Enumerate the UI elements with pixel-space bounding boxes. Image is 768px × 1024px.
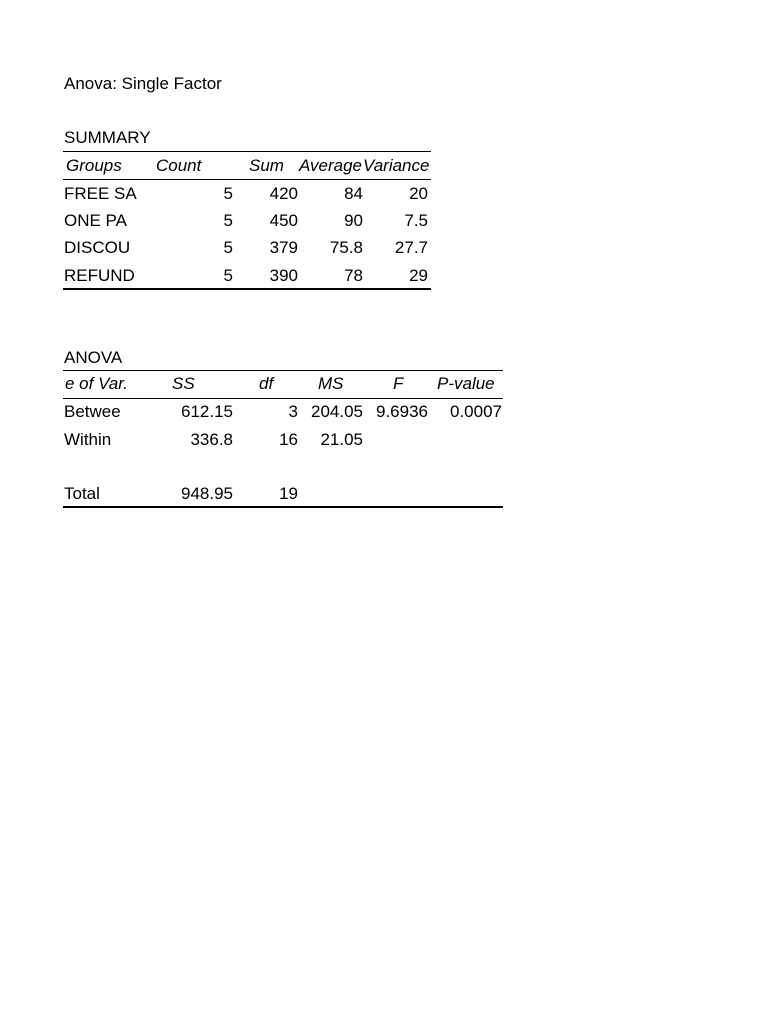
summary-header-average: Average <box>299 156 363 175</box>
summary-variance: 27.7 <box>394 238 428 257</box>
anova-p-value <box>432 430 502 452</box>
summary-top-rule <box>63 151 431 152</box>
anova-source: Betwee <box>64 402 121 421</box>
anova-source: Total <box>64 484 100 503</box>
summary-sum: 420 <box>269 184 298 203</box>
anova-top-rule <box>63 370 503 371</box>
anova-f: 9.6936 <box>376 402 428 421</box>
anova-df: 3 <box>288 402 298 421</box>
summary-header-variance: Variance <box>363 156 430 175</box>
anova-ms: 21.05 <box>320 430 363 449</box>
anova-ss: 336.8 <box>190 430 233 449</box>
anova-source: Within <box>64 430 112 449</box>
anova-label: ANOVA <box>64 348 123 367</box>
summary-group-name: FREE SA <box>64 184 137 203</box>
anova-ss: 948.95 <box>181 484 233 503</box>
anova-bottom-rule <box>63 506 503 508</box>
summary-sum: 379 <box>269 238 298 257</box>
summary-average: 90 <box>344 211 363 230</box>
summary-variance: 7.5 <box>404 211 428 230</box>
summary-sum: 450 <box>269 211 298 230</box>
summary-label: SUMMARY <box>64 128 151 147</box>
summary-group-name: DISCOU <box>64 238 131 257</box>
anova-header-p-value: P-value <box>437 374 495 393</box>
anova-f <box>365 430 428 452</box>
sheet-title: Anova: Single Factor <box>64 74 222 93</box>
summary-variance: 20 <box>409 184 428 203</box>
summary-group-name: ONE PA <box>64 211 127 230</box>
summary-count: 5 <box>223 211 233 230</box>
anova-header-rule <box>63 398 503 399</box>
anova-header-df: df <box>259 374 274 393</box>
summary-group-name: REFUND <box>64 266 135 285</box>
summary-count: 5 <box>223 266 233 285</box>
anova-ss: 612.15 <box>181 402 233 421</box>
anova-header-ss: SS <box>172 374 195 393</box>
summary-header-sum: Sum <box>249 156 284 175</box>
summary-variance: 29 <box>409 266 428 285</box>
anova-ms: 204.05 <box>311 402 363 421</box>
summary-average: 84 <box>344 184 363 203</box>
anova-df: 16 <box>279 430 298 449</box>
anova-p-value: 0.0007 <box>450 402 502 421</box>
summary-count: 5 <box>223 184 233 203</box>
summary-count: 5 <box>223 238 233 257</box>
summary-header-count: Count <box>156 156 202 175</box>
summary-header-rule <box>63 179 431 180</box>
summary-header-groups: Groups <box>66 156 122 175</box>
summary-bottom-rule <box>63 288 431 290</box>
anova-header-ms: MS <box>318 374 344 393</box>
summary-average: 78 <box>344 266 363 285</box>
anova-p-value <box>432 484 502 506</box>
summary-sum: 390 <box>269 266 298 285</box>
anova-header-f: F <box>393 374 404 393</box>
summary-average: 75.8 <box>329 238 363 257</box>
anova-df: 19 <box>279 484 298 503</box>
anova-f <box>365 484 428 506</box>
anova-ms <box>300 484 363 506</box>
anova-header-source: e of Var. <box>65 374 128 393</box>
